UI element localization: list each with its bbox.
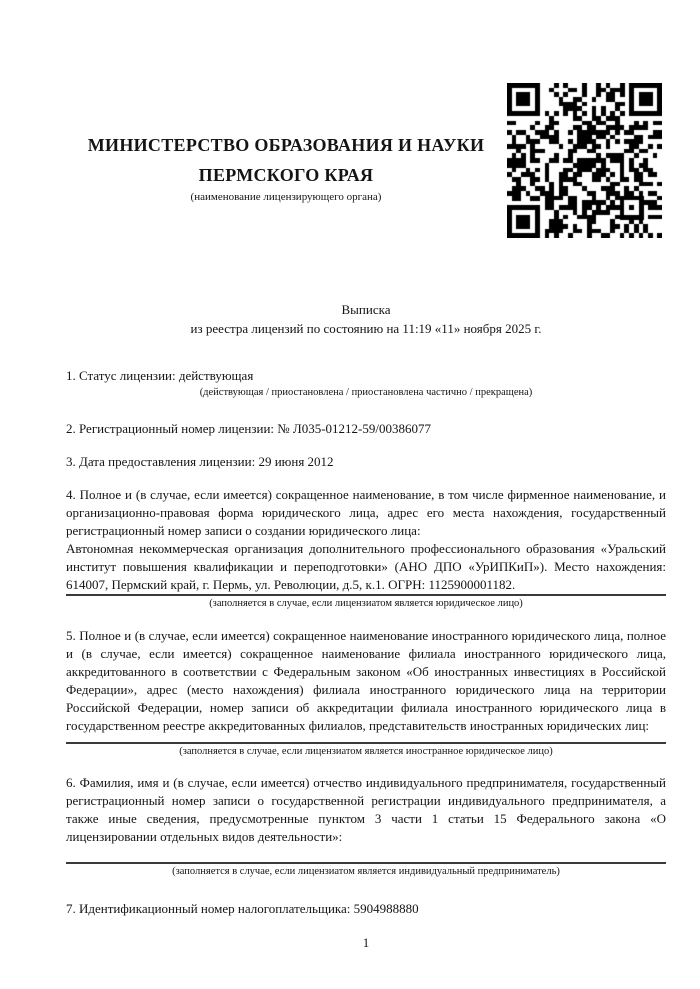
document-title: Выписка <box>341 302 391 317</box>
authority-name-line1: МИНИСТЕРСТВО ОБРАЗОВАНИЯ И НАУКИ <box>87 135 485 155</box>
document-body <box>66 0 666 952</box>
item-foreign-entity-label: 5. Полное и (в случае, если имеется) сокращенное наименование иностранного юридического лица, полное и (в случае, если имеется) сокращенное наименование филиала иностранного юридического лица, аккредитованного в соответствии с Федеральным законом «Об иностранных инвестициях в Российской Федерации», адрес (место нахождения) филиала иностранного юридического лица на территории Российской Федерации, номер записи об аккредитации филиала иностранного юридического лица в государственном реестре аккредитованных филиалов, представительств иностранных юридических лиц: <box>66 628 666 733</box>
blank-field <box>66 846 666 862</box>
item-foreign-entity <box>66 627 666 759</box>
item-legal-entity-value: Автономная некоммерческая организация дополнительного профессионального образования «Уральский институт повышения квалификации и переподготовки» (АНО ДПО «УрИПКиП»). Место нахождения: 614007, Пермский край, г. Пермь, ул. Революции, д.5, к.1. ОГРН: 1125900001182. <box>66 541 666 592</box>
item-license-status: 1. Статус лицензии: действующая <box>66 368 254 383</box>
item-taxpayer-number: 7. Идентификационный номер налогоплательщика: 5904988880 <box>66 901 419 916</box>
blank-field <box>66 735 666 742</box>
item-individual-entrepreneur <box>66 774 666 879</box>
document-title-block <box>66 300 666 338</box>
item-individual-entrepreneur-caption: (заполняется в случае, если лицензиатом является индивидуальный предприниматель) <box>172 866 560 877</box>
authority-name-line2: ПЕРМСКОГО КРАЯ <box>198 165 374 185</box>
item-legal-entity-caption: (заполняется в случае, если лицензиатом является юридическое лицо) <box>209 598 523 609</box>
item-license-status-caption: (действующая / приостановлена / приостановлена частично / прекращена) <box>199 387 533 398</box>
item-legal-entity <box>66 486 666 611</box>
item-grant-date: 3. Дата предоставления лицензии: 29 июня 2012 <box>66 454 334 469</box>
issuing-authority-header <box>66 130 506 204</box>
item-individual-entrepreneur-label: 6. Фамилия, имя и (в случае, если имеется) отчество индивидуального предпринимателя, государственный регистрационный номер записи о государственной регистрации индивидуального предпринимателя, а также иные сведения, предусмотренные пунктом 3 части 1 статьи 15 Федерального закона «О лицензировании отдельных видов деятельности»: <box>66 775 666 844</box>
authority-caption: (наименование лицензирующего органа) <box>190 191 382 203</box>
item-legal-entity-label: 4. Полное и (в случае, если имеется) сокращенное наименование, в том числе фирменное наименование, и организационно-правовая форма юридического лица, адрес его места нахождения, государственный регистрационный номер записи о создании юридического лица: <box>66 487 666 538</box>
item-registration-number: 2. Регистрационный номер лицензии: № Л035-01212-59/00386077 <box>66 421 432 436</box>
page-number: 1 <box>362 935 370 950</box>
item-foreign-entity-caption: (заполняется в случае, если лицензиатом является иностранное юридическое лицо) <box>179 746 553 757</box>
document-subtitle: из реестра лицензий по состоянию на 11:19 «11» ноября 2025 г. <box>190 321 542 336</box>
